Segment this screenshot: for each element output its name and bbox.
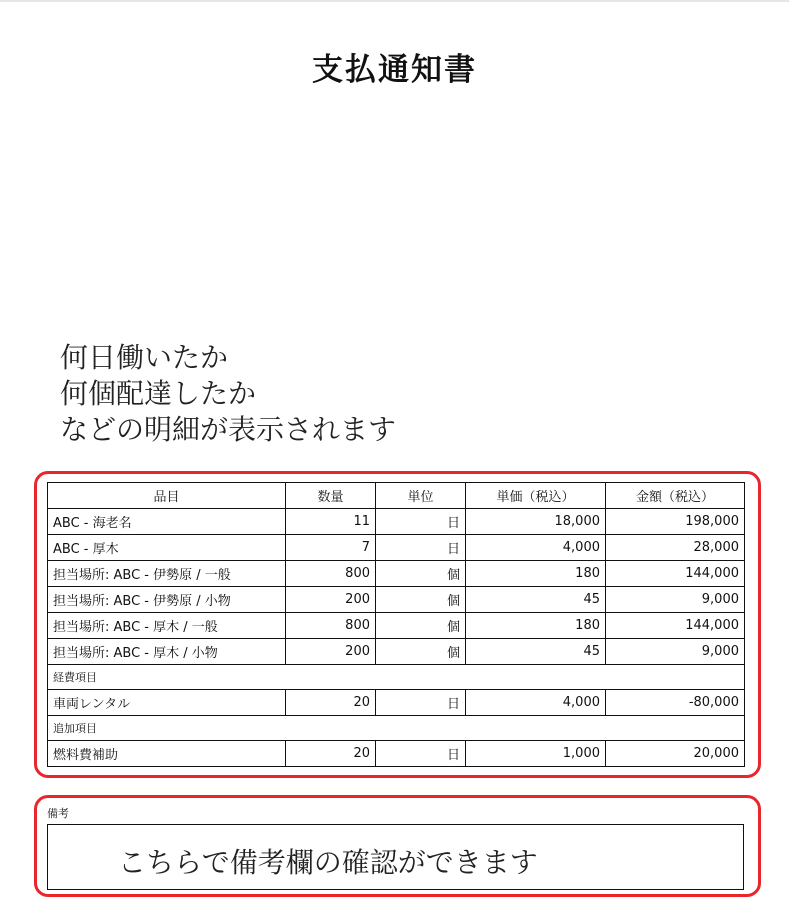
cell-quantity: 800 bbox=[286, 561, 376, 587]
section-row-additions bbox=[48, 716, 745, 741]
table-row bbox=[48, 509, 745, 535]
notes-hint-text: こちらで備考欄の確認ができます bbox=[118, 846, 538, 879]
cell-amount: 20,000 bbox=[606, 741, 745, 767]
annotation-line: などの明細が表示されます bbox=[60, 413, 397, 446]
cell-unit-price: 4,000 bbox=[466, 535, 606, 561]
cell-quantity: 800 bbox=[286, 613, 376, 639]
cell-amount: 144,000 bbox=[606, 613, 745, 639]
document-title: 支払通知書 bbox=[312, 52, 477, 88]
table-row bbox=[48, 561, 745, 587]
cell-unit-price: 4,000 bbox=[466, 690, 606, 716]
top-divider bbox=[0, 0, 789, 2]
cell-item: 担当場所: ABC - 厚木 / 小物 bbox=[48, 639, 286, 665]
notes-box bbox=[47, 824, 744, 890]
section-label-additions: 追加項目 bbox=[48, 716, 745, 741]
cell-unit-price: 180 bbox=[466, 613, 606, 639]
header-amount: 金額（税込） bbox=[606, 483, 745, 509]
header-unit: 単位 bbox=[376, 483, 466, 509]
cell-unit-price: 18,000 bbox=[466, 509, 606, 535]
cell-item: 担当場所: ABC - 伊勢原 / 小物 bbox=[48, 587, 286, 613]
annotation-callout bbox=[60, 340, 396, 448]
cell-quantity: 7 bbox=[286, 535, 376, 561]
annotation-line: 何個配達したか bbox=[60, 377, 257, 410]
cell-item: 担当場所: ABC - 厚木 / 一般 bbox=[48, 613, 286, 639]
cell-amount: -80,000 bbox=[606, 690, 745, 716]
cell-unit-price: 1,000 bbox=[466, 741, 606, 767]
line-items-table bbox=[47, 482, 745, 767]
cell-unit: 日 bbox=[376, 690, 466, 716]
cell-amount: 9,000 bbox=[606, 587, 745, 613]
table-row bbox=[48, 587, 745, 613]
cell-unit: 日 bbox=[376, 509, 466, 535]
cell-item: 車両レンタル bbox=[48, 690, 286, 716]
header-item: 品目 bbox=[48, 483, 286, 509]
cell-unit-price: 180 bbox=[466, 561, 606, 587]
table-row bbox=[48, 639, 745, 665]
cell-amount: 9,000 bbox=[606, 639, 745, 665]
cell-item: 担当場所: ABC - 伊勢原 / 一般 bbox=[48, 561, 286, 587]
table-row bbox=[48, 613, 745, 639]
section-row-expenses bbox=[48, 665, 745, 690]
cell-amount: 198,000 bbox=[606, 509, 745, 535]
cell-quantity: 20 bbox=[286, 741, 376, 767]
section-label-expenses: 経費項目 bbox=[48, 665, 745, 690]
cell-quantity: 200 bbox=[286, 639, 376, 665]
annotation-line: 何日働いたか bbox=[60, 341, 229, 374]
cell-item: ABC - 厚木 bbox=[48, 535, 286, 561]
cell-item: ABC - 海老名 bbox=[48, 509, 286, 535]
cell-quantity: 20 bbox=[286, 690, 376, 716]
cell-amount: 144,000 bbox=[606, 561, 745, 587]
cell-unit: 日 bbox=[376, 535, 466, 561]
cell-unit: 個 bbox=[376, 639, 466, 665]
table-row bbox=[48, 535, 745, 561]
cell-unit-price: 45 bbox=[466, 587, 606, 613]
table-row bbox=[48, 690, 745, 716]
cell-unit: 個 bbox=[376, 561, 466, 587]
cell-item: 燃料費補助 bbox=[48, 741, 286, 767]
cell-unit-price: 45 bbox=[466, 639, 606, 665]
table-header-row bbox=[48, 483, 745, 509]
cell-quantity: 200 bbox=[286, 587, 376, 613]
cell-quantity: 11 bbox=[286, 509, 376, 535]
notes-label: 備考 bbox=[47, 807, 69, 820]
cell-amount: 28,000 bbox=[606, 535, 745, 561]
table-row bbox=[48, 741, 745, 767]
cell-unit: 個 bbox=[376, 613, 466, 639]
cell-unit: 日 bbox=[376, 741, 466, 767]
header-quantity: 数量 bbox=[286, 483, 376, 509]
header-unit-price: 単価（税込） bbox=[466, 483, 606, 509]
cell-unit: 個 bbox=[376, 587, 466, 613]
